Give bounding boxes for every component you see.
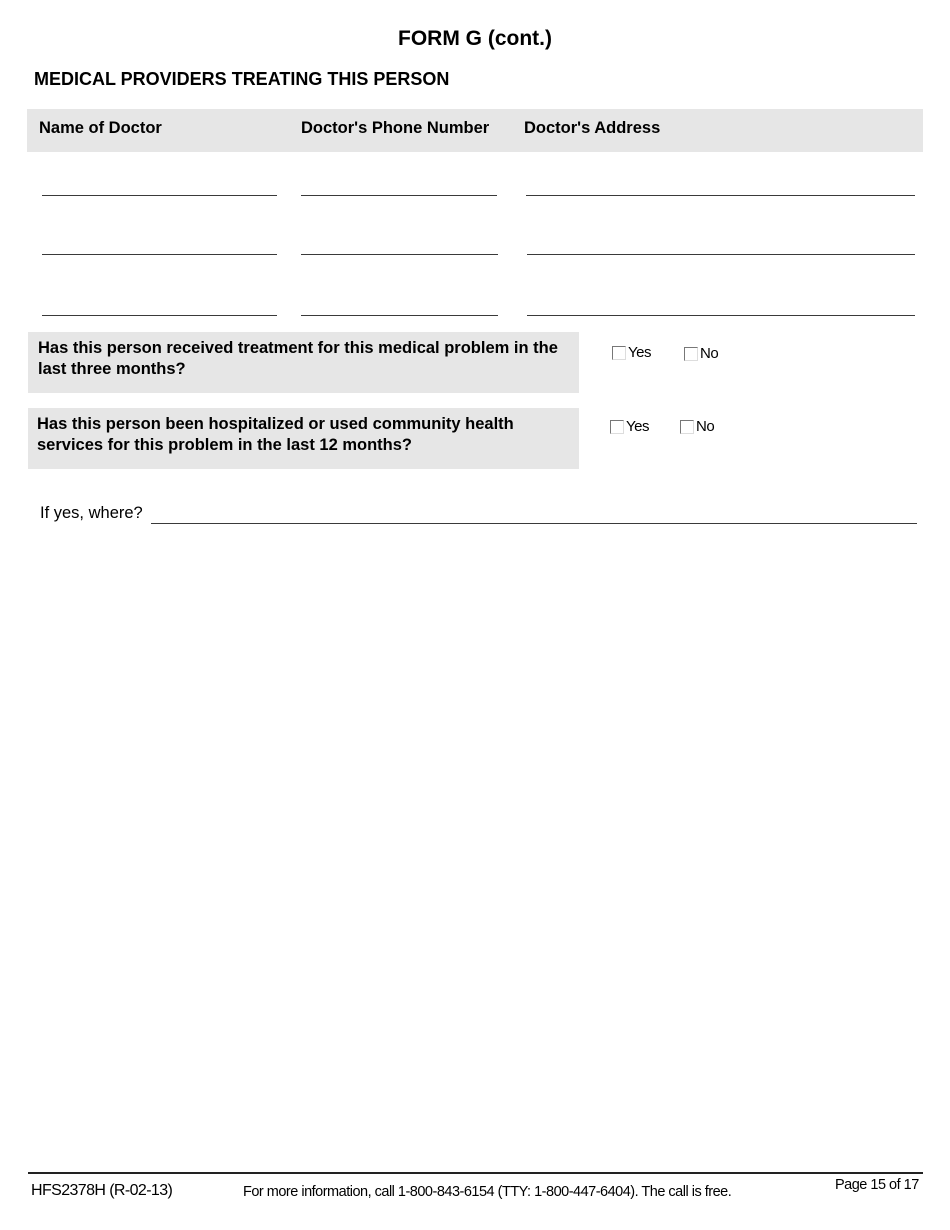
checkbox-icon[interactable] xyxy=(680,420,694,434)
checkbox-label: Yes xyxy=(628,344,651,361)
footer-divider xyxy=(28,1172,923,1174)
doctor-phone-field-2[interactable] xyxy=(301,254,498,255)
form-code: HFS2378H (R-02-13) xyxy=(31,1182,173,1199)
doctor-name-field-3[interactable] xyxy=(42,315,277,316)
doctor-address-field-1[interactable] xyxy=(526,195,915,196)
section-title: MEDICAL PROVIDERS TREATING THIS PERSON xyxy=(34,69,450,89)
column-header-name: Name of Doctor xyxy=(39,119,162,137)
column-header-address: Doctor's Address xyxy=(524,119,661,137)
doctor-address-field-2[interactable] xyxy=(527,254,915,255)
question-hospitalized-12-months: Has this person been hospitalized or used community health services for this problem in the last 12 months? xyxy=(28,408,579,469)
checkbox-icon[interactable] xyxy=(612,346,626,360)
column-header-phone: Doctor's Phone Number xyxy=(301,119,490,137)
checkbox-hospitalized-no[interactable] xyxy=(680,418,714,435)
checkbox-label: Yes xyxy=(626,418,649,435)
footer-info: For more information, call 1-800-843-6154 (TTY: 1-800-447-6404). The call is free. xyxy=(243,1184,732,1200)
checkbox-icon[interactable] xyxy=(684,347,698,361)
if-yes-label: If yes, where? xyxy=(40,504,143,522)
page-number: Page 15 of 17 xyxy=(835,1177,919,1193)
table-header xyxy=(27,109,923,152)
checkbox-treatment-yes[interactable] xyxy=(612,344,651,361)
doctor-phone-field-3[interactable] xyxy=(301,315,498,316)
checkbox-hospitalized-yes[interactable] xyxy=(610,418,649,435)
checkbox-label: No xyxy=(696,418,715,435)
checkbox-label: No xyxy=(700,345,719,362)
form-title: FORM G (cont.) xyxy=(398,27,552,50)
if-yes-where-field[interactable] xyxy=(151,523,917,524)
checkbox-icon[interactable] xyxy=(610,420,624,434)
doctor-name-field-1[interactable] xyxy=(42,195,277,196)
doctor-name-field-2[interactable] xyxy=(42,254,277,255)
doctor-phone-field-1[interactable] xyxy=(301,195,497,196)
checkbox-treatment-no[interactable] xyxy=(684,345,718,362)
doctor-address-field-3[interactable] xyxy=(527,315,915,316)
question-treatment-3-months: Has this person received treatment for this medical problem in the last three months? xyxy=(28,332,579,393)
